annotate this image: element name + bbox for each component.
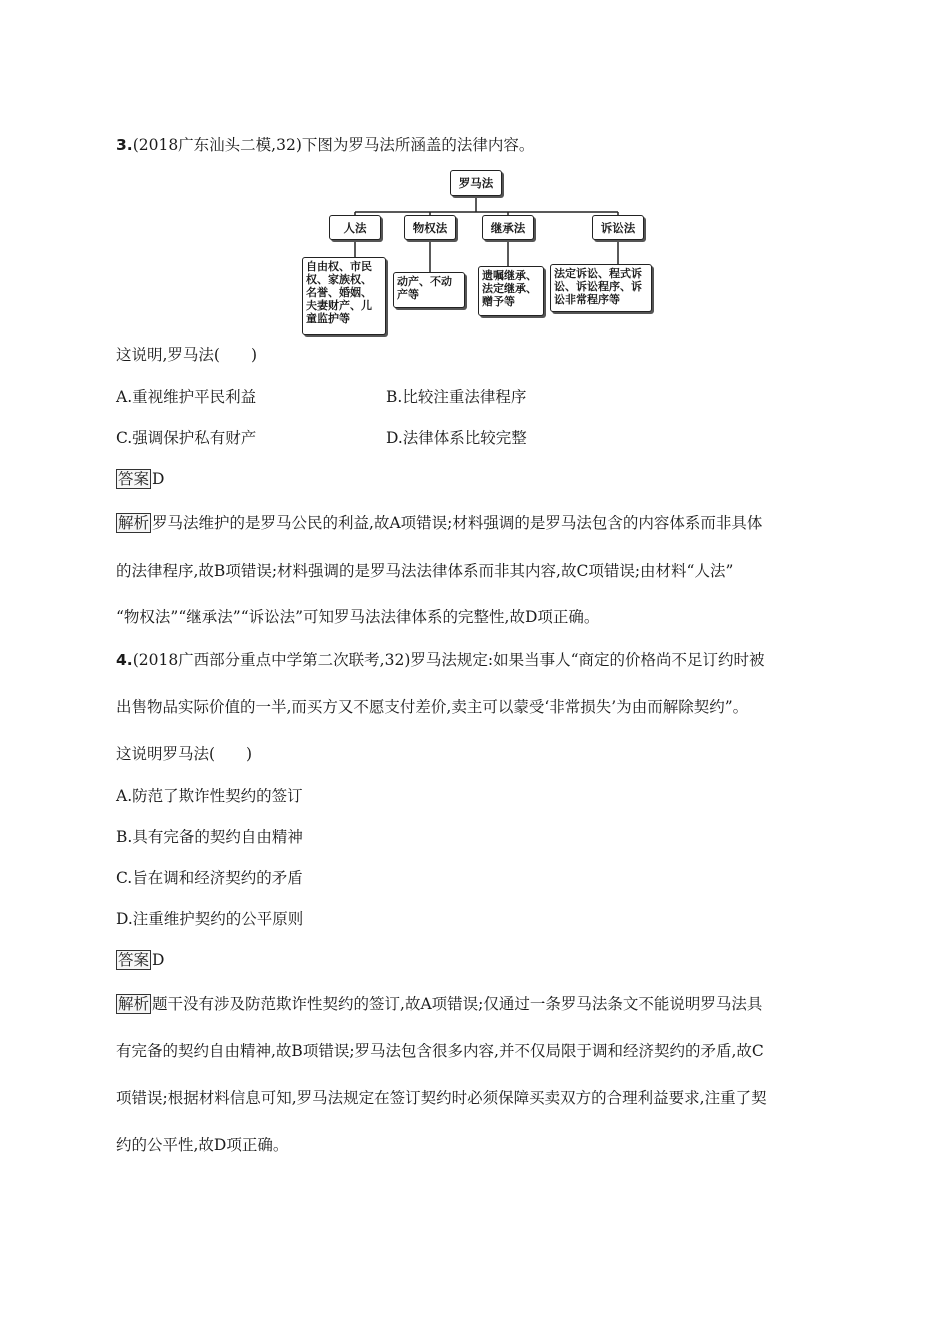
diagram-branch-inheritance-law: 继承法 — [482, 215, 534, 240]
q3-analysis-line-3: “物权法”“继承法”“诉讼法”可知罗马法法律体系的完整性,故D项正确。 — [116, 608, 600, 626]
q4-analysis-line-2: 有完备的契约自由精神,故B项错误;罗马法包含很多内容,并不仅局限于调和经济契约的矛盾,故C — [116, 1042, 764, 1060]
q3-question: 这说明,罗马法( ) — [116, 346, 258, 364]
q4-stem-line-1 — [116, 650, 765, 670]
q3-options-row-2 — [116, 428, 816, 448]
q4-analysis-text-1: 题干没有涉及防范欺诈性契约的签订,故A项错误;仅通过一条罗马法条文不能说明罗马法具 — [152, 995, 763, 1013]
q4-analysis-line-4: 约的公平性,故D项正确。 — [116, 1136, 289, 1154]
q3-option-d: D.法律体系比较完整 — [386, 429, 527, 447]
diagram-branch-property-law: 物权法 — [404, 215, 456, 240]
q3-stem: (2018广东汕头二模,32)下图为罗马法所涵盖的法律内容。 — [132, 136, 535, 154]
diagram-branch-person-law: 人法 — [329, 215, 381, 240]
q3-options-row-1 — [116, 387, 816, 407]
diagram-leaf-inheritance-law: 遗嘱继承、法定继承、赠予等 — [478, 266, 544, 316]
diagram-leaf-litigation-law: 法定诉讼、程式诉讼、诉讼程序、诉讼非常程序等 — [550, 264, 652, 312]
q4-answer-value: D — [152, 951, 165, 969]
q3-option-b: B.比较注重法律程序 — [386, 388, 527, 406]
q4-answer-label: 答案 — [118, 951, 150, 969]
q3-answer — [116, 469, 164, 489]
diagram-leaf-property-law: 动产、不动产等 — [393, 272, 465, 308]
q4-analysis-label: 解析 — [118, 995, 150, 1013]
q4-analysis-line-1 — [116, 994, 762, 1014]
q4-question: 这说明罗马法( ) — [116, 745, 253, 763]
q3-option-a: A.重视维护平民利益 — [116, 388, 257, 406]
q4-option-b: B.具有完备的契约自由精神 — [116, 828, 303, 846]
q4-analysis-line-3: 项错误;根据材料信息可知,罗马法规定在签订契约时必须保障买卖双方的合理利益要求,注重了契 — [116, 1089, 767, 1107]
q3-number: 3. — [116, 136, 133, 154]
q3-answer-value: D — [152, 470, 165, 488]
q4-answer — [116, 950, 164, 970]
q3-analysis-label: 解析 — [118, 514, 150, 532]
q4-option-d: D.注重维护契约的公平原则 — [116, 910, 304, 928]
q3-analysis-line-1 — [116, 513, 762, 533]
diagram-leaf-person-law: 自由权、市民权、家族权、名誉、婚姻、夫妻财产、儿童监护等 — [302, 257, 386, 335]
q4-option-a: A.防范了欺诈性契约的签订 — [116, 787, 303, 805]
q4-option-c: C.旨在调和经济契约的矛盾 — [116, 869, 303, 887]
diagram-branch-litigation-law: 诉讼法 — [592, 215, 644, 240]
q4-stem-text-1: (2018广西部分重点中学第二次联考,32)罗马法规定:如果当事人“商定的价格尚不足订约时被 — [132, 651, 765, 669]
diagram-root-roman-law: 罗马法 — [450, 170, 502, 196]
roman-law-diagram — [300, 168, 656, 340]
q3-answer-label: 答案 — [118, 470, 150, 488]
q3-analysis-line-2: 的法律程序,故B项错误;材料强调的是罗马法法律体系而非其内容,故C项错误;由材料“人法” — [116, 562, 734, 580]
q4-stem-line-2: 出售物品实际价值的一半,而买方又不愿支付差价,卖主可以蒙受‘非常损失’为由而解除契约”。 — [116, 698, 749, 716]
q4-number: 4. — [116, 651, 133, 669]
q3-stem-line — [116, 135, 534, 155]
q3-analysis-text-1: 罗马法维护的是罗马公民的利益,故A项错误;材料强调的是罗马法包含的内容体系而非具体 — [152, 514, 763, 532]
q3-option-c: C.强调保护私有财产 — [116, 429, 257, 447]
